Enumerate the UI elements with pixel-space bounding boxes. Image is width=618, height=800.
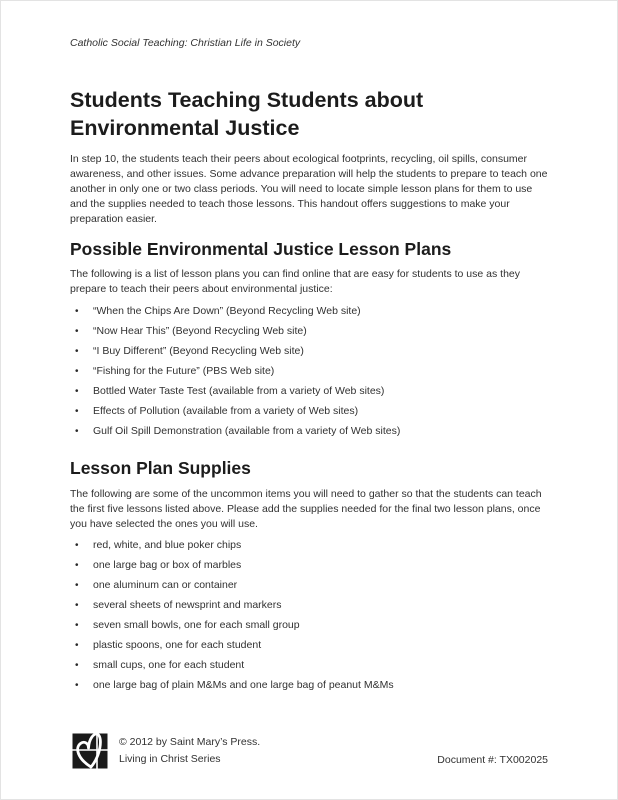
bullet-icon: • [75, 580, 79, 591]
bullet-icon: • [75, 326, 79, 337]
list-item-text: one aluminum can or container [93, 579, 238, 591]
list-item-text: seven small bowls, one for each small group [93, 619, 300, 631]
list-item [70, 678, 548, 693]
page-footer [70, 729, 548, 773]
list-item [70, 658, 548, 673]
bullet-icon: • [75, 680, 79, 691]
lesson-plan-list [70, 304, 548, 439]
list-item [70, 638, 548, 653]
page-title: Students Teaching Students about Environmental Justice [70, 88, 424, 140]
list-item-text: “When the Chips Are Down” (Beyond Recycling Web site) [93, 305, 361, 317]
section-lead-supplies: The following are some of the uncommon items you will need to gather so that the students can teach the first five lessons listed above. Please add the supplies needed for the final two lesson plans, once you have selected the ones you will use. [70, 488, 542, 530]
section-heading-lesson-plans: Possible Environmental Justice Lesson Plans [70, 239, 452, 259]
list-item-text: small cups, one for each student [93, 659, 245, 671]
list-item [70, 324, 548, 339]
list-item-text: Gulf Oil Spill Demonstration (available from a variety of Web sites) [93, 425, 401, 437]
section-lead-lesson-plans: The following is a list of lesson plans you can find online that are easy for students to use as they prepare to teach their peers about environmental justice: [70, 268, 521, 295]
bullet-icon: • [75, 560, 79, 571]
list-item-text: Effects of Pollution (available from a variety of Web sites) [93, 405, 359, 417]
list-item [70, 578, 548, 593]
list-item [70, 558, 548, 573]
saint-marys-press-heart-cross-logo-icon [70, 729, 110, 773]
list-item-text: “Fishing for the Future” (PBS Web site) [93, 365, 275, 377]
list-item-text: one large bag of plain M&Ms and one large bag of peanut M&Ms [93, 679, 394, 691]
course-header: Catholic Social Teaching: Christian Life in Society [70, 37, 301, 49]
bullet-icon: • [75, 386, 79, 397]
series-line: Living in Christ Series [119, 753, 221, 765]
list-item-text: Bottled Water Taste Test (available from a variety of Web sites) [93, 385, 385, 397]
bullet-icon: • [75, 426, 79, 437]
bullet-icon: • [75, 306, 79, 317]
list-item [70, 538, 548, 553]
bullet-icon: • [75, 366, 79, 377]
document-number: Document #: TX002025 [437, 754, 548, 766]
list-item-text: red, white, and blue poker chips [93, 539, 242, 551]
list-item [70, 598, 548, 613]
list-item-text: plastic spoons, one for each student [93, 639, 262, 651]
list-item [70, 404, 548, 419]
list-item [70, 384, 548, 399]
bullet-icon: • [75, 406, 79, 417]
list-item-text: one large bag or box of marbles [93, 559, 242, 571]
bullet-icon: • [75, 620, 79, 631]
list-item [70, 364, 548, 379]
list-item [70, 344, 548, 359]
bullet-icon: • [75, 660, 79, 671]
footer-text [119, 734, 260, 769]
copyright-line: © 2012 by Saint Mary’s Press. [119, 735, 261, 748]
list-item [70, 424, 548, 439]
bullet-icon: • [75, 600, 79, 611]
supplies-list [70, 538, 548, 693]
bullet-icon: • [75, 540, 79, 551]
list-item-text: “I Buy Different” (Beyond Recycling Web site) [93, 345, 304, 357]
bullet-icon: • [75, 640, 79, 651]
list-item [70, 618, 548, 633]
list-item [70, 304, 548, 319]
list-item-text: several sheets of newsprint and markers [93, 599, 282, 611]
list-item-text: “Now Hear This” (Beyond Recycling Web site) [93, 325, 307, 337]
section-heading-supplies: Lesson Plan Supplies [70, 458, 251, 478]
intro-paragraph: In step 10, the students teach their peers about ecological footprints, recycling, oil spills, consumer awareness, and other issues. Some advance preparation will help the students to prepare to teach one another in only one or two class periods. You will need to locate simple lesson plans for them to use and the supplies needed to teach those lessons. This handout offers suggestions to make your preparation easier. [70, 153, 548, 225]
bullet-icon: • [75, 346, 79, 357]
